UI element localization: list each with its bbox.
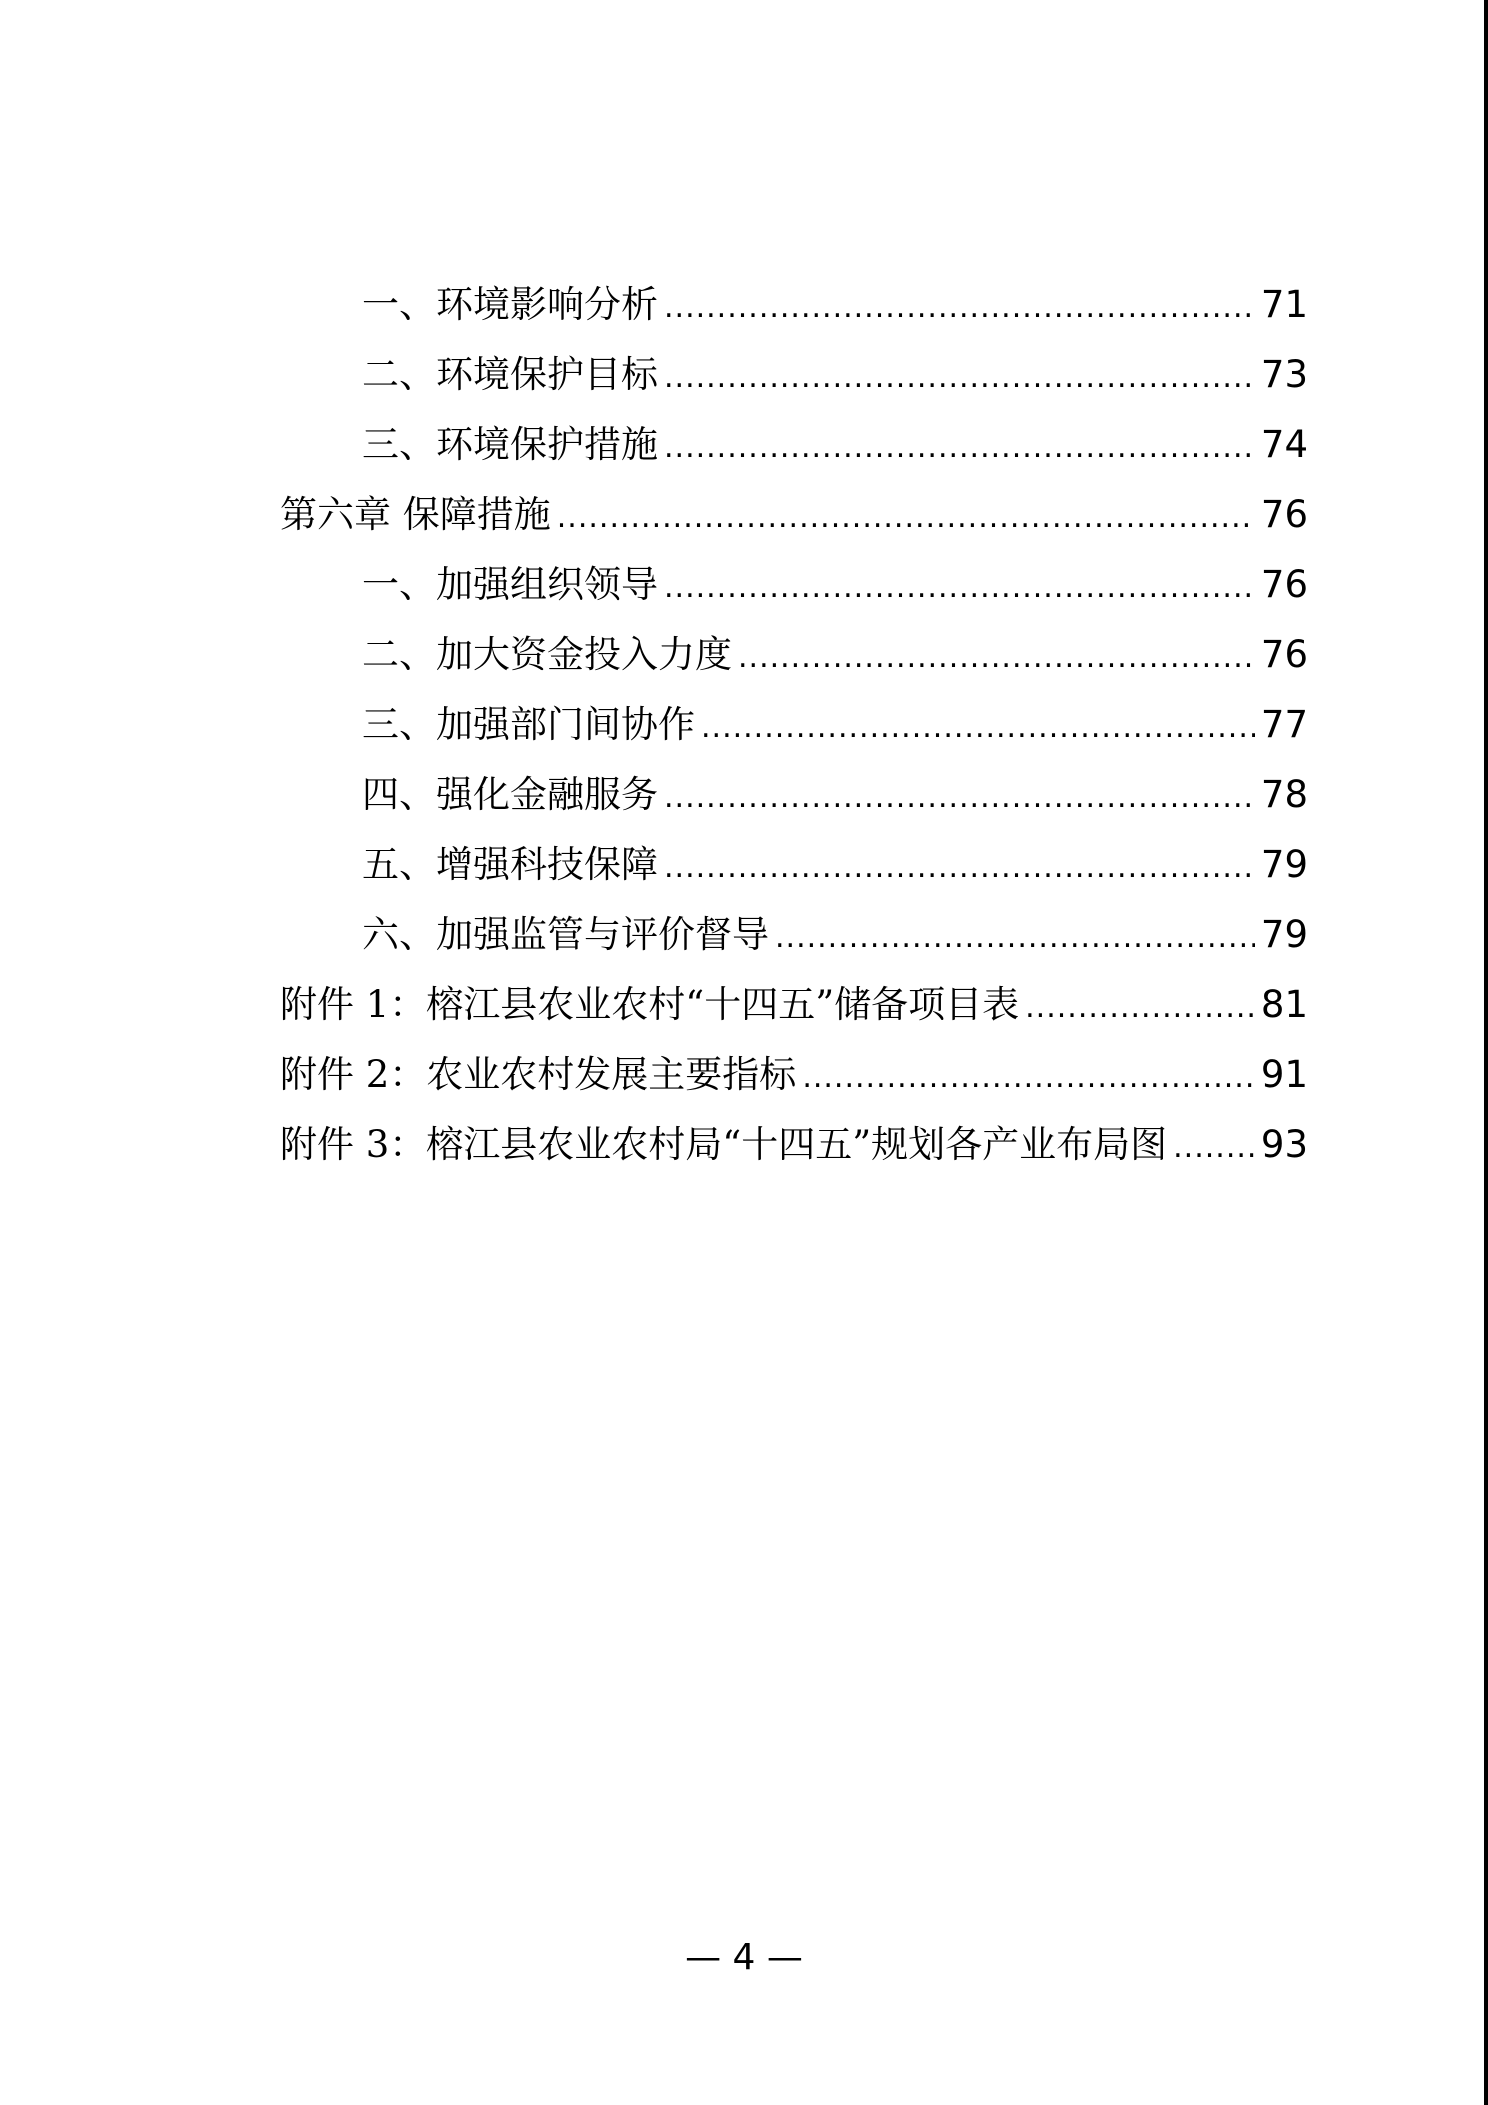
toc-entry-page: 77 — [1260, 703, 1308, 746]
toc-entry-interdepartmental-cooperation[interactable] — [280, 690, 1308, 760]
toc-entry-page: 76 — [1260, 563, 1308, 606]
toc-entry-supervision-evaluation[interactable] — [280, 900, 1308, 970]
toc-dot-leader — [1025, 973, 1255, 1043]
toc-entry-appendix-3[interactable] — [280, 1110, 1308, 1180]
toc-entry-title: 四、强化金融服务 — [362, 773, 658, 816]
toc-entry-title: 三、环境保护措施 — [362, 423, 658, 466]
toc-entry-title: 附件 2：农业农村发展主要指标 — [280, 1053, 797, 1096]
toc-dot-leader — [664, 763, 1255, 833]
toc-entry-title: 第六章 保障措施 — [280, 493, 551, 536]
toc-entry-title: 五、增强科技保障 — [362, 843, 658, 886]
toc-entry-title: 附件 1：榕江县农业农村“十四五”储备项目表 — [280, 983, 1020, 1026]
toc-entry-appendix-1[interactable] — [280, 970, 1308, 1040]
toc-dot-leader — [775, 903, 1255, 973]
toc-entry-page: 93 — [1260, 1123, 1308, 1166]
toc-entry-environment-impact-analysis[interactable] — [280, 270, 1308, 340]
toc-entry-page: 76 — [1260, 493, 1308, 536]
toc-entry-appendix-2[interactable] — [280, 1040, 1308, 1110]
toc-entry-title: 二、环境保护目标 — [362, 353, 658, 396]
toc-dot-leader — [664, 343, 1255, 413]
toc-dot-leader — [1173, 1113, 1255, 1183]
toc-entry-increase-funding[interactable] — [280, 620, 1308, 690]
toc-entry-page: 91 — [1260, 1053, 1308, 1096]
toc-entry-page: 78 — [1260, 773, 1308, 816]
toc-entry-title: 一、加强组织领导 — [362, 563, 658, 606]
toc-dot-leader — [557, 483, 1255, 553]
toc-entry-title: 附件 3：榕江县农业农村局“十四五”规划各产业布局图 — [280, 1123, 1168, 1166]
toc-dot-leader — [802, 1043, 1255, 1113]
toc-dot-leader — [701, 693, 1255, 763]
toc-entry-title: 六、加强监管与评价督导 — [362, 913, 769, 956]
toc-dot-leader — [738, 623, 1255, 693]
toc-entry-technology-support[interactable] — [280, 830, 1308, 900]
page-number: — 4 — — [685, 1937, 803, 1978]
toc-entry-title: 三、加强部门间协作 — [362, 703, 695, 746]
toc-entry-page: 73 — [1260, 353, 1308, 396]
toc-entry-page: 79 — [1260, 843, 1308, 886]
toc-entry-page: 79 — [1260, 913, 1308, 956]
toc-entry-chapter-six[interactable] — [280, 480, 1308, 550]
toc-dot-leader — [664, 273, 1255, 343]
toc-dot-leader — [664, 833, 1255, 903]
toc-entry-title: 一、环境影响分析 — [362, 283, 658, 326]
toc-entry-page: 81 — [1260, 983, 1308, 1026]
toc-entry-strengthen-leadership[interactable] — [280, 550, 1308, 620]
toc-entry-environment-protection-measures[interactable] — [280, 410, 1308, 480]
toc-dot-leader — [664, 413, 1255, 483]
table-of-contents — [280, 270, 1308, 1180]
page-edge-rule — [1484, 0, 1488, 2105]
toc-entry-page: 74 — [1260, 423, 1308, 466]
toc-dot-leader — [664, 553, 1255, 623]
toc-entry-financial-services[interactable] — [280, 760, 1308, 830]
toc-entry-page: 76 — [1260, 633, 1308, 676]
toc-entry-title: 二、加大资金投入力度 — [362, 633, 732, 676]
toc-entry-environment-protection-goals[interactable] — [280, 340, 1308, 410]
toc-entry-page: 71 — [1260, 283, 1308, 326]
